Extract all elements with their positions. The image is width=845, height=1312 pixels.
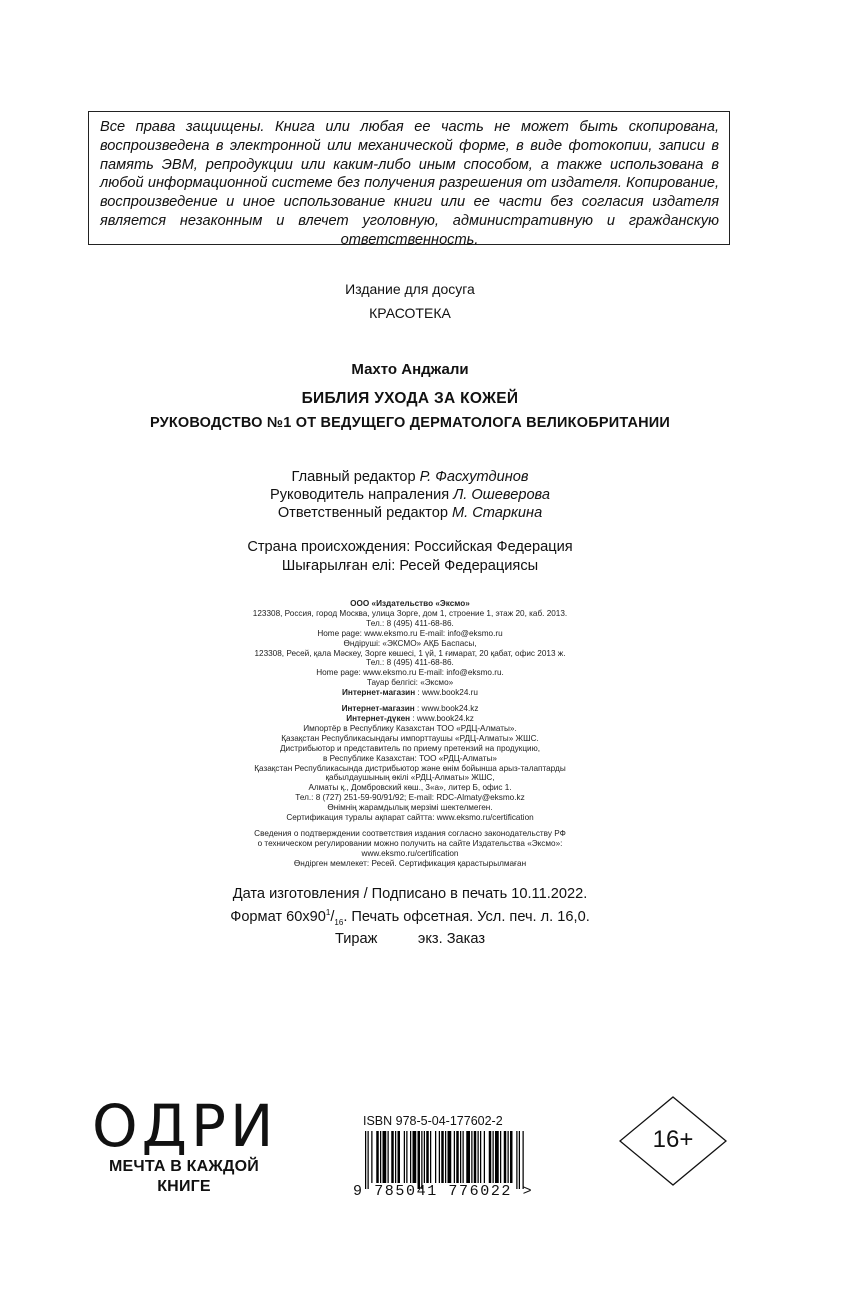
barcode-bar: [410, 1131, 411, 1183]
barcode-bar: [376, 1131, 379, 1183]
barcode-bar: [418, 1131, 421, 1189]
certification-kz: Сертификация туралы ақпарат сайтта: www.eksmo.ru/certification: [286, 813, 534, 823]
almaty-phone: Тел.: 8 (727) 251-59-90/91/92; E-mail: RDC-Almaty@eksmo.kz: [295, 793, 525, 803]
publisher-address: 123308, Россия, город Москва, улица Зорге, дом 1, строение 1, этаж 20, каб. 2013.: [252, 608, 568, 618]
barcode-bar: [383, 1131, 387, 1183]
importer: Импортёр в Республику Казахстан ТОО «РДЦ-Алматы».: [303, 723, 517, 733]
editor-name: Л. Ошеверова: [453, 487, 550, 503]
barcode-bar: [484, 1131, 485, 1183]
producer-kz-phone: Тел.: 8 (495) 411-68-86.: [366, 658, 454, 668]
barcode-bar: [388, 1131, 389, 1183]
distributor-line: в Республике Казахстан: ТОО «РДЦ-Алматы»: [323, 753, 497, 763]
barcode-bar: [460, 1131, 461, 1183]
barcode-bar: [463, 1131, 464, 1183]
barcode-bar: [426, 1131, 429, 1183]
country-kz: Шығарылған елі: Ресей Федерациясы: [281, 558, 539, 574]
conformity-line: о техническом регулировании можно получить на сайте Издательства «Эксмо»:: [257, 838, 563, 848]
barcode-bar: [456, 1131, 459, 1183]
barcode-bar: [480, 1131, 481, 1183]
barcode-bar: [391, 1131, 394, 1183]
barcode-bar: [406, 1131, 407, 1183]
online-shop-kz-2: Интернет-дүкен : www.book24.kz: [346, 713, 474, 723]
barcode-bar: [448, 1131, 452, 1183]
trademark: Тауар белгісі: «Эксмо»: [366, 678, 454, 688]
barcode-bar: [504, 1131, 507, 1183]
rights-notice-box: [88, 111, 730, 248]
barcode-bar: [495, 1131, 499, 1183]
online-shop-kz: Интернет-магазин : www.book24.kz: [341, 704, 479, 714]
barcode-bar: [371, 1131, 372, 1183]
conformity-kz: Өндірген мемлекет: Ресей. Сертификация қарастырылмаған: [293, 858, 527, 868]
barcode-bar: [424, 1131, 425, 1183]
country-ru: Страна происхождения: Российская Федерация: [247, 539, 573, 555]
distributor-kz-line: Қазақстан Республикасында дистрибьютор және өнім бойынша арыз-талаптарды: [254, 763, 566, 773]
barcode-bar: [454, 1131, 455, 1183]
print-info: [0, 886, 820, 948]
distributor-kz-line: қабылдаушының өкілі «РДЦ-Алматы» ЖШС,: [325, 773, 495, 783]
editor-role: Главный редактор: [291, 469, 416, 485]
editor-line: [0, 486, 820, 504]
barcode-bar: [441, 1131, 444, 1183]
editor-role: Руководитель напраления: [270, 487, 450, 503]
barcode-bar: [474, 1131, 477, 1183]
age-rating-text: 16+: [652, 1126, 694, 1153]
barcode-bar: [445, 1131, 446, 1183]
isbn-label: ISBN 978-5-04-177602-2: [363, 1114, 503, 1128]
importer-kz: Қазақстан Республикасындағы импорттаушы «РДЦ-Алматы» ЖШС.: [281, 733, 539, 743]
editor-name: М. Старкина: [452, 505, 543, 521]
barcode-bar: [365, 1131, 366, 1189]
barcode-bar: [466, 1131, 470, 1183]
almaty-address: Алматы қ., Домбровский көш., 3«а», литер Б, офис 1.: [308, 783, 512, 793]
barcode-bar: [413, 1131, 417, 1183]
publisher-details: [210, 599, 610, 869]
barcode-bar: [380, 1131, 381, 1183]
barcode-bar: [404, 1131, 405, 1183]
country-of-origin: [0, 538, 820, 576]
editor-line: [0, 468, 820, 486]
editor-name: Р. Фасхутдинов: [419, 469, 529, 485]
producer-kz: Өндіруші: «ЭКСМО» АҚБ Баспасы,: [343, 638, 477, 648]
barcode-bar: [516, 1131, 517, 1189]
print-date: Дата изготовления / Подписано в печать 10.11.2022.: [232, 886, 588, 902]
logo-tagline: МЕЧТА В КАЖДОЙ КНИГЕ: [109, 1158, 259, 1195]
producer-kz-web: Home page: www.eksmo.ru E-mail: info@eksmo.ru.: [316, 668, 504, 678]
barcode-bar: [430, 1131, 431, 1183]
publisher-phone: Тел.: 8 (495) 411-68-86.: [366, 618, 454, 628]
online-shop-ru: Интернет-магазин : www.book24.ru: [342, 688, 478, 698]
conformity-line: Сведения о подтверждении соответствия издания согласно законодательству РФ: [254, 828, 566, 838]
barcode-bar: [395, 1131, 396, 1183]
barcode-bar: [508, 1131, 509, 1183]
print-run: Тираж экз. Заказ: [334, 930, 486, 947]
barcode-bar: [519, 1131, 520, 1189]
barcode-bar: [478, 1131, 479, 1183]
producer-kz-address: 123308, Ресей, қала Мәскеу, Зорге көшесі, 1 үй, 1 ғимарат, 20 қабат, офис 2013 ж.: [254, 648, 566, 658]
editors-list: [0, 468, 820, 522]
barcode-bar: [471, 1131, 472, 1183]
barcode-bar: [510, 1131, 513, 1183]
publisher-web: Home page: www.eksmo.ru E-mail: info@eksmo.ru: [317, 628, 503, 638]
book-title: БИБЛИЯ УХОДА ЗА КОЖЕЙ: [301, 390, 519, 407]
edition-type: Издание для досуга: [345, 281, 475, 297]
shelf-life: Өнімнің жарамдылық мерзімі шектелмеген.: [327, 803, 493, 813]
barcode-bar: [421, 1131, 422, 1189]
barcode-bar: [435, 1131, 436, 1183]
rights-notice: Все права защищены. Книга или любая ее часть не может быть скопирована, воспроизведена в электронной или механической форме, в виде фотокопии, записи в память ЭВМ, репродукции или каким-либо иным способом, а также использована в любой информационной системе без получения разрешения от издателя. Копирование, воспроизведение и иное использование книги или ее части без согласия издателя является незаконным и влечет уголовную, административную и гражданскую ответственность.: [100, 119, 719, 248]
barcode-bar: [398, 1131, 401, 1183]
barcode-bar: [489, 1131, 492, 1183]
conformity-line: www.eksmo.ru/certification: [361, 848, 459, 858]
book-subtitle: РУКОВОДСТВО №1 ОТ ВЕДУЩЕГО ДЕРМАТОЛОГА ВЕЛИКОБРИТАНИИ: [149, 415, 671, 431]
editor-role: Ответственный редактор: [277, 505, 448, 521]
barcode-bar: [439, 1131, 440, 1183]
publisher-logo: ОДРИ: [92, 1092, 278, 1160]
barcode-bar: [500, 1131, 501, 1183]
editor-line: [0, 504, 820, 522]
series-name: КРАСОТЕКА: [369, 305, 451, 321]
barcode-bar: [368, 1131, 369, 1189]
print-format: Формат $60х90^1/_{16}$. Печать офсетная. Усл. печ. л. 16,0.: [230, 907, 590, 927]
publisher-name: ООО «Издательство «Эксмо»: [350, 599, 470, 608]
barcode-icon: [365, 1131, 525, 1189]
distributor-line: Дистрибьютор и представитель по приему претензий на продукцию,: [280, 743, 540, 753]
barcode-bar: [493, 1131, 494, 1183]
barcode-digits: 9 785041 776022 >: [353, 1183, 534, 1200]
barcode-bar: [523, 1131, 524, 1189]
author-name: Махто Анджали: [351, 361, 469, 378]
